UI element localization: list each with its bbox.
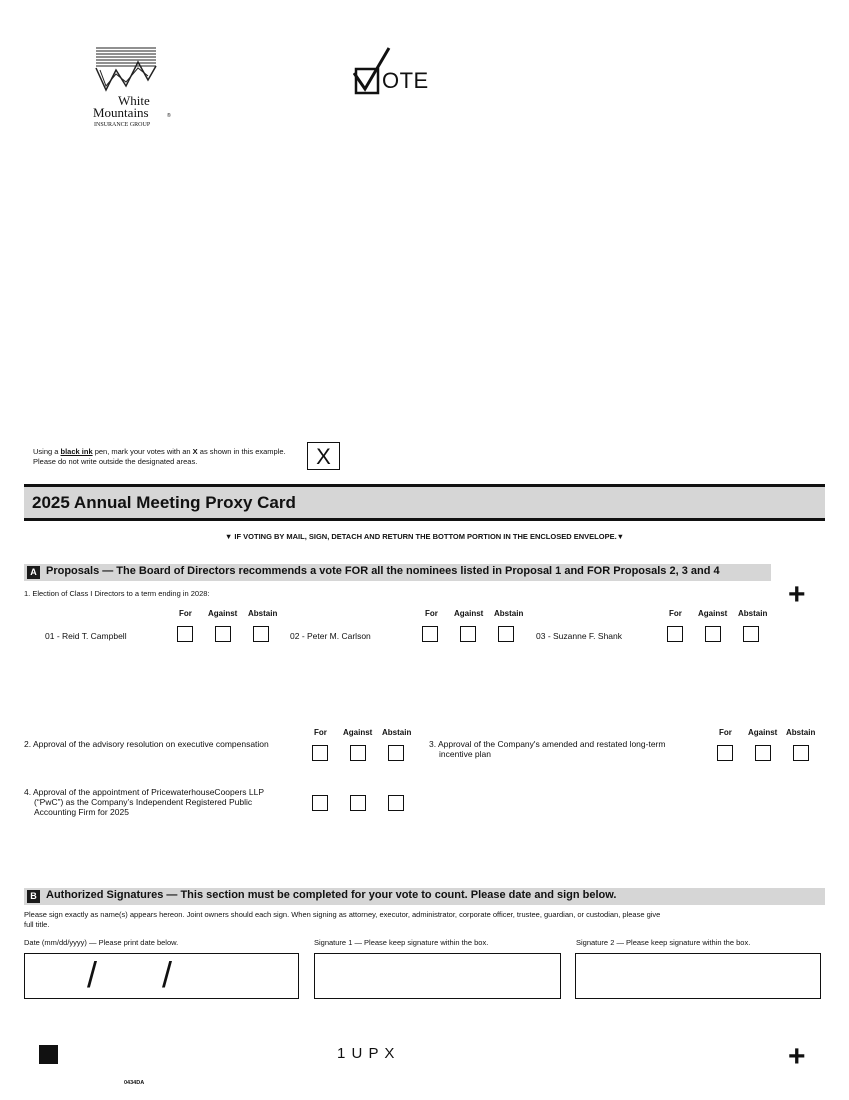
logo-line2: Mountains (93, 105, 149, 120)
nominee-3-name: 03 - Suzanne F. Shank (536, 631, 623, 641)
section-a-bar (24, 564, 771, 581)
nominee-3-for-checkbox[interactable] (667, 626, 683, 642)
col-abstain-2: Abstain (494, 609, 524, 618)
col-for-2: For (425, 609, 438, 618)
logo-registered: ® (167, 113, 171, 119)
col-abstain-1: Abstain (248, 609, 278, 618)
col-abstain-p2: Abstain (382, 728, 412, 737)
vote-logo (353, 45, 433, 97)
proposal4-label (24, 787, 264, 817)
section-b-instructions (24, 910, 829, 929)
date-label: Date (mm/dd/yyyy) — Please print date below. (24, 938, 179, 947)
proposal4-line2: (“PwC”) as the Company’s Independent Registered Public (34, 797, 253, 807)
nominee-2-name: 02 - Peter M. Carlson (290, 631, 371, 641)
col-against-p2: Against (343, 728, 373, 737)
instr-x: X (192, 447, 198, 456)
nominee-1-name: 01 - Reid T. Campbell (45, 631, 127, 641)
col-against-3: Against (698, 609, 728, 618)
example-x-mark: X (316, 444, 331, 469)
nominee-3-against-checkbox[interactable] (705, 626, 721, 642)
proposal4-abstain-checkbox[interactable] (388, 795, 404, 811)
proposal3-label (429, 739, 665, 759)
col-abstain-3: Abstain (738, 609, 768, 618)
mail-note: ▼ IF VOTING BY MAIL, SIGN, DETACH AND RETURN THE BOTTOM PORTION IN THE ENCLOSED ENVELOPE.▼ (224, 532, 625, 541)
nominee-1-abstain-checkbox[interactable] (253, 626, 269, 642)
nominee-1-against-checkbox[interactable] (215, 626, 231, 642)
proposal4-for-checkbox[interactable] (312, 795, 328, 811)
signature2-field[interactable] (575, 953, 821, 999)
section-b-letter: B (27, 890, 40, 903)
title-rule-bottom (24, 518, 825, 521)
proposal4-line1: 4. Approval of the appointment of PricewaterhouseCoopers LLP (24, 787, 265, 797)
proposal2-abstain-checkbox[interactable] (388, 745, 404, 761)
col-abstain-p3: Abstain (786, 728, 816, 737)
proposal2-against-checkbox[interactable] (350, 745, 366, 761)
mountain-logo-icon (94, 46, 158, 94)
instructions (33, 447, 286, 467)
card-title: 2025 Annual Meeting Proxy Card (32, 493, 296, 512)
col-for-1: For (179, 609, 192, 618)
proposal4-line3: Accounting Firm for 2025 (34, 807, 129, 817)
proposal3-line1: 3. Approval of the Company's amended and restated long-term (429, 739, 666, 749)
proposal4-against-checkbox[interactable] (350, 795, 366, 811)
black-ink-text: black ink (60, 447, 93, 456)
nominee-2-for-checkbox[interactable] (422, 626, 438, 642)
nominee-3-abstain-checkbox[interactable] (743, 626, 759, 642)
section-b-instructions-line2: full title. (24, 919, 50, 929)
proposal1-label: 1. Election of Class I Directors to a term ending in 2028: (24, 589, 210, 598)
section-a-title: Proposals — The Board of Directors recommends a vote FOR all the nominees listed in Proposal 1 and FOR Proposals 2, 3 and 4 (46, 565, 720, 577)
white-mountains-logo (88, 46, 180, 146)
col-for-3: For (669, 609, 682, 618)
plus-mark-top: + (788, 578, 806, 611)
nominee-1-for-checkbox[interactable] (177, 626, 193, 642)
proposal2-label: 2. Approval of the advisory resolution on executive compensation (24, 739, 269, 749)
section-b-title: Authorized Signatures — This section must be completed for your vote to count. Please date and sign below. (46, 889, 617, 901)
footer-code: 1 U P X (337, 1045, 396, 1062)
instr-suffix: as shown in this example. (197, 447, 286, 456)
col-against-1: Against (208, 609, 238, 618)
section-b-bar (24, 888, 825, 905)
date-slash-2: / (162, 954, 173, 995)
registration-square (39, 1045, 58, 1064)
instructions-line1 (33, 447, 286, 457)
signature2-label: Signature 2 — Please keep signature within the box. (576, 938, 751, 947)
doc-id: 0434DA (124, 1080, 145, 1086)
section-a-letter: A (27, 566, 40, 579)
nominee-2-abstain-checkbox[interactable] (498, 626, 514, 642)
date-field[interactable] (24, 953, 299, 999)
col-against-2: Against (454, 609, 484, 618)
instr-prefix: Using a (33, 447, 61, 456)
instr-mid: pen, mark your votes with an (92, 447, 193, 456)
section-b-instructions-line1: Please sign exactly as name(s) appears hereon. Joint owners should each sign. When signing as attorney, executor, administrator, corporate officer, trustee, guardian, or custodian, please give (24, 910, 661, 919)
logo-line1: White (118, 93, 150, 108)
proposal3-for-checkbox[interactable] (717, 745, 733, 761)
col-for-p3: For (719, 728, 732, 737)
signature1-label: Signature 1 — Please keep signature within the box. (314, 938, 489, 947)
vote-logo-text: OTE (382, 68, 429, 93)
proposal2-for-checkbox[interactable] (312, 745, 328, 761)
date-slash-1: / (87, 954, 98, 995)
proposal3-abstain-checkbox[interactable] (793, 745, 809, 761)
col-against-p3: Against (748, 728, 778, 737)
proposal3-against-checkbox[interactable] (755, 745, 771, 761)
proposal3-line2: incentive plan (439, 749, 491, 759)
nominee-2-against-checkbox[interactable] (460, 626, 476, 642)
instructions-line2: Please do not write outside the designated areas. (33, 457, 198, 466)
col-for-p2: For (314, 728, 327, 737)
logo-line3: INSURANCE GROUP (94, 122, 151, 128)
example-mark-box (307, 442, 340, 470)
plus-mark-bottom: + (788, 1040, 806, 1073)
signature1-field[interactable] (314, 953, 561, 999)
